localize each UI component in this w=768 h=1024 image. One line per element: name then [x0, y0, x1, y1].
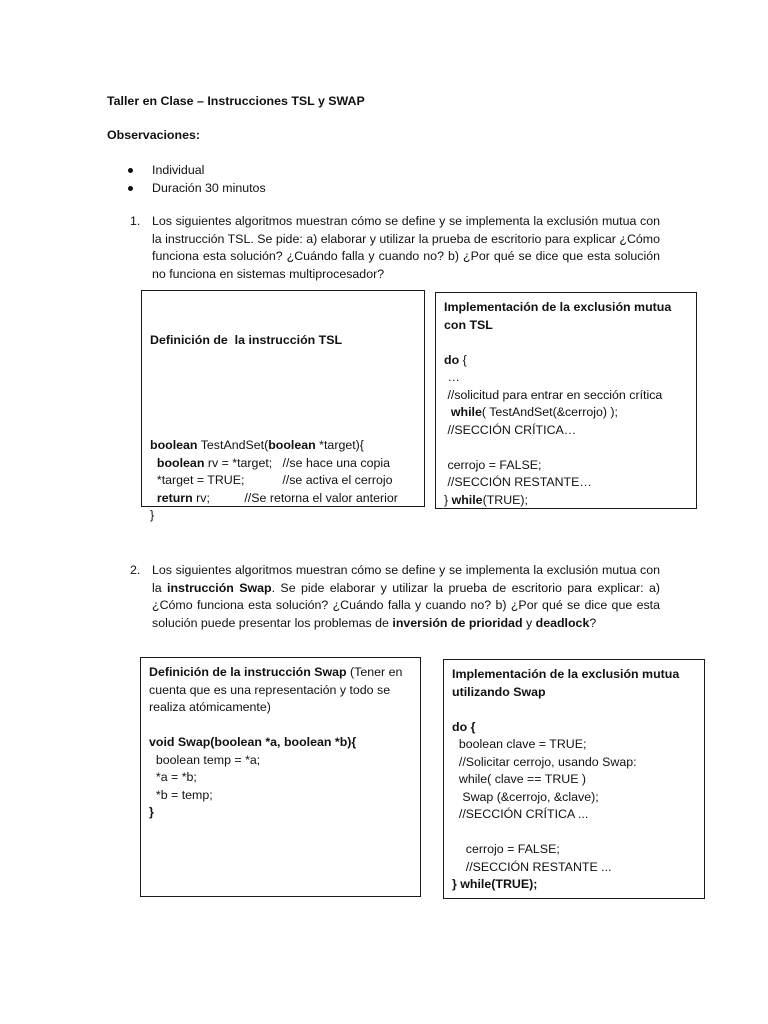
code-line: *a = *b;	[149, 770, 197, 784]
bullet-icon	[128, 168, 133, 173]
box-spacer	[149, 717, 412, 735]
code-segment: do	[444, 352, 460, 367]
code-segment: *target = TRUE; //se activa el cerrojo	[150, 473, 393, 487]
code-line: boolean temp = *a;	[149, 752, 261, 767]
list-item	[128, 180, 266, 198]
code-line: boolean clave = TRUE;	[452, 737, 587, 751]
code-segment: boolean	[150, 438, 198, 452]
question-2-segment: inversión de prioridad	[392, 615, 523, 630]
code-segment: ( TestAndSet(&cerrojo) );	[481, 405, 618, 419]
tsl-implementation-code	[444, 352, 688, 510]
question-2-segment: y	[522, 615, 536, 630]
code-segment	[150, 456, 157, 470]
code-line	[444, 439, 688, 457]
code-line: //SECCIÓN CRÍTICA ...	[452, 807, 589, 821]
swap-definition-box	[140, 657, 421, 897]
swap-heading-note: (Tener en cuenta que es una representación y todo se realiza atómicamente)	[149, 665, 403, 714]
tsl-definition-code	[150, 437, 416, 525]
code-segment: return	[156, 490, 193, 505]
code-line	[150, 507, 416, 525]
bullet-text: Duración 30 minutos	[152, 180, 266, 195]
tsl-implementation-box	[435, 292, 697, 509]
question-2-segment: instrucción Swap	[167, 580, 272, 595]
question-2-segment: ?	[589, 615, 597, 630]
code-line: while( clave == TRUE )	[452, 772, 587, 786]
box-spacer	[150, 385, 416, 403]
code-line	[452, 824, 696, 842]
code-line	[444, 474, 688, 492]
code-line: //SECCIÓN RESTANTE ...	[452, 859, 612, 874]
code-segment: …	[444, 370, 460, 384]
question-1-number: 1.	[130, 214, 141, 228]
code-line	[150, 472, 416, 490]
question-2-segment: . Se pide elaborar y utilizar la prueba de escritorio para explicar: a) ¿Cómo funciona esta solución? ¿Cuándo falla y cuando no? b) ¿Por qué se dice que esta solución puede presentar los problemas de	[152, 580, 660, 630]
code-segment: }	[444, 492, 452, 507]
tsl-implementation-heading: Implementación de la exclusión mutua con TSL	[444, 300, 672, 332]
code-line	[444, 369, 688, 387]
swap-implementation-code	[452, 736, 696, 876]
code-line	[444, 352, 688, 370]
code-line: Swap (&cerrojo, &clave);	[452, 789, 599, 804]
swap-implementation-box	[443, 659, 705, 899]
code-segment: rv = *target; //se hace una copia	[204, 455, 391, 470]
swap-definition-code	[149, 752, 412, 805]
swap-heading-bold: Definición de la instrucción Swap	[149, 665, 347, 679]
code-segment: {	[459, 352, 467, 367]
question-2-text	[152, 562, 660, 632]
code-line	[150, 490, 416, 508]
box-spacer	[444, 334, 688, 352]
code-segment: while	[451, 492, 483, 507]
code-segment: //SECCIÓN RESTANTE…	[444, 475, 592, 489]
code-segment: boolean	[156, 455, 205, 470]
code-segment: (TRUE);	[482, 492, 529, 507]
question-2-segment: Los siguientes algoritmos muestran cómo se define y se implementa la exclusión mutua con la	[152, 563, 660, 595]
code-line	[150, 455, 416, 473]
swap-do-open: do {	[452, 719, 476, 734]
swap-closing-brace: }	[149, 805, 154, 819]
code-segment	[444, 405, 451, 419]
code-segment: cerrojo = FALSE;	[444, 457, 542, 472]
bullet-icon	[128, 186, 133, 191]
code-line	[444, 457, 688, 475]
code-segment: }	[150, 508, 155, 522]
tsl-definition-heading: Definición de la instrucción TSL	[150, 333, 343, 347]
code-line: cerrojo = FALSE;	[452, 842, 560, 856]
tsl-definition-box	[141, 290, 425, 522]
code-segment	[150, 491, 157, 505]
list-item	[128, 162, 266, 180]
code-segment: *target){	[315, 438, 364, 452]
code-line	[444, 387, 688, 405]
document-title: Taller en Clase – Instrucciones TSL y SWAP	[107, 94, 365, 108]
code-line: *b = temp;	[149, 787, 213, 802]
code-segment: boolean	[268, 438, 316, 452]
code-segment: TestAndSet(	[197, 438, 269, 452]
observations-list	[128, 162, 266, 197]
code-line	[444, 492, 688, 510]
swap-implementation-heading: Implementación de la exclusión mutua utilizando Swap	[452, 667, 680, 699]
code-line: //Solicitar cerrojo, usando Swap:	[452, 754, 637, 769]
code-segment: //solicitud para entrar en sección crítica	[444, 387, 663, 402]
question-2-number: 2.	[130, 563, 141, 577]
code-segment: rv; //Se retorna el valor anterior	[192, 490, 398, 505]
bullet-text: Individual	[152, 163, 205, 177]
code-segment: while	[450, 405, 482, 419]
code-segment: //SECCIÓN CRÍTICA…	[444, 422, 577, 437]
observations-heading: Observaciones:	[107, 128, 200, 142]
box-spacer	[452, 701, 696, 719]
swap-signature: void Swap(boolean *a, boolean *b){	[149, 735, 357, 749]
swap-definition-heading	[149, 664, 412, 717]
question-2-segment: deadlock	[535, 615, 590, 630]
code-line	[444, 404, 688, 422]
code-line	[444, 422, 688, 440]
code-line	[150, 437, 416, 455]
swap-while-closing: } while(TRUE);	[452, 877, 538, 891]
question-1-text: Los siguientes algoritmos muestran cómo se define y se implementa la exclusión mutua con la instrucción TSL. Se pide: a) elaborar y utilizar la prueba de escritorio para explicar ¿Cómo funciona esta solución? ¿Cuándo falla y cuando no? b) ¿Por qué se dice que esta solución no funciona en sistemas multiprocesador?	[152, 214, 660, 281]
